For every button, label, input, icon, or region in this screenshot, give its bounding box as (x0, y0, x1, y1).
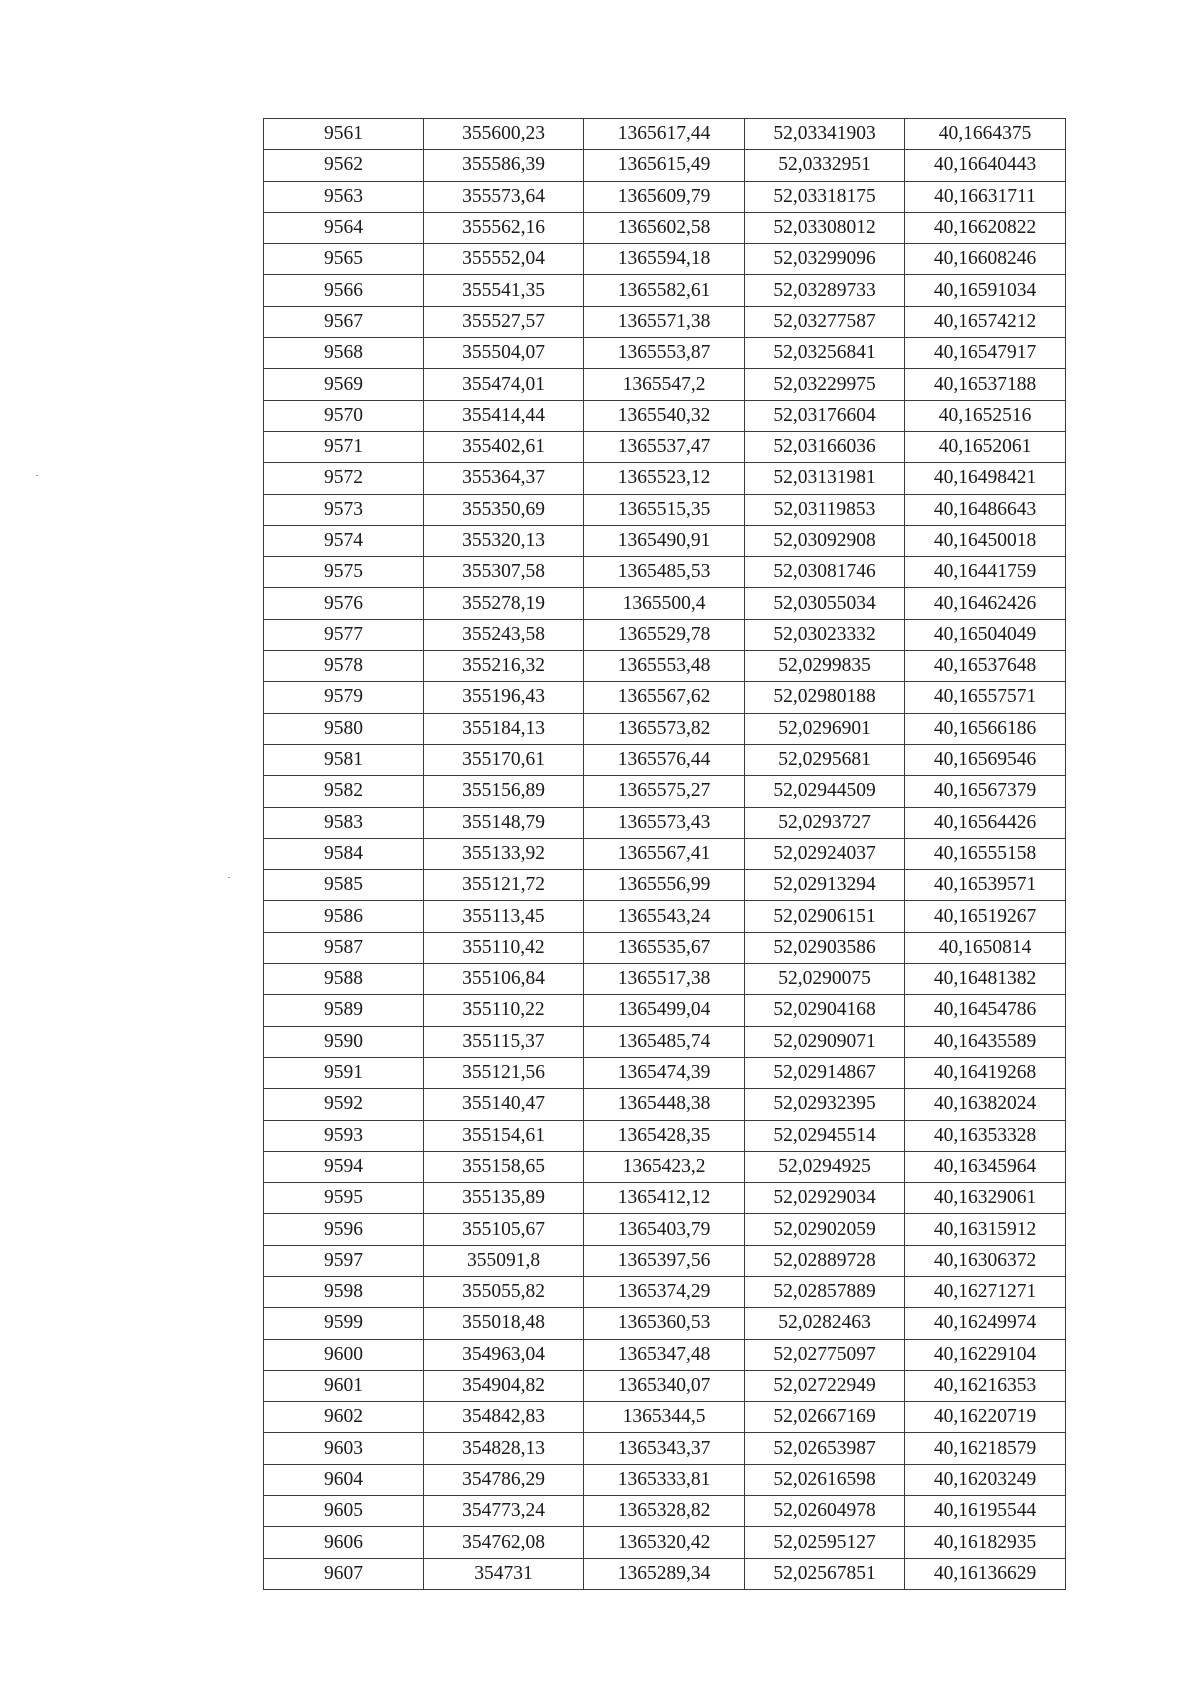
y-coordinate-cell: 1365573,82 (584, 713, 745, 744)
latitude-cell: 52,02906151 (745, 901, 905, 932)
x-coordinate-cell: 355106,84 (424, 964, 584, 995)
x-coordinate-cell: 355154,61 (424, 1120, 584, 1151)
table-row (264, 1245, 1066, 1276)
latitude-cell: 52,02902059 (745, 1214, 905, 1245)
y-coordinate-cell: 1365397,56 (584, 1245, 745, 1276)
table-row (264, 119, 1066, 150)
point-number-cell: 9602 (264, 1402, 424, 1433)
table-row (264, 1276, 1066, 1307)
latitude-cell: 52,03299096 (745, 244, 905, 275)
longitude-cell: 40,16220719 (905, 1402, 1066, 1433)
point-number-cell: 9572 (264, 463, 424, 494)
scan-speck (36, 475, 38, 476)
x-coordinate-cell: 355018,48 (424, 1308, 584, 1339)
point-number-cell: 9562 (264, 150, 424, 181)
latitude-cell: 52,02913294 (745, 870, 905, 901)
point-number-cell: 9603 (264, 1433, 424, 1464)
y-coordinate-cell: 1365343,37 (584, 1433, 745, 1464)
latitude-cell: 52,0295681 (745, 744, 905, 775)
x-coordinate-cell: 355562,16 (424, 212, 584, 243)
latitude-cell: 52,02667169 (745, 1402, 905, 1433)
y-coordinate-cell: 1365602,58 (584, 212, 745, 243)
longitude-cell: 40,16450018 (905, 525, 1066, 556)
y-coordinate-cell: 1365553,87 (584, 338, 745, 369)
x-coordinate-cell: 355527,57 (424, 306, 584, 337)
y-coordinate-cell: 1365403,79 (584, 1214, 745, 1245)
latitude-cell: 52,02857889 (745, 1276, 905, 1307)
latitude-cell: 52,02604978 (745, 1496, 905, 1527)
latitude-cell: 52,02904168 (745, 995, 905, 1026)
point-number-cell: 9561 (264, 119, 424, 150)
longitude-cell: 40,1650814 (905, 932, 1066, 963)
latitude-cell: 52,0290075 (745, 964, 905, 995)
y-coordinate-cell: 1365485,74 (584, 1026, 745, 1057)
longitude-cell: 40,16631711 (905, 181, 1066, 212)
x-coordinate-cell: 355364,37 (424, 463, 584, 494)
table-row (264, 431, 1066, 462)
latitude-cell: 52,03023332 (745, 619, 905, 650)
point-number-cell: 9606 (264, 1527, 424, 1558)
latitude-cell: 52,03119853 (745, 494, 905, 525)
y-coordinate-cell: 1365609,79 (584, 181, 745, 212)
table-row (264, 369, 1066, 400)
y-coordinate-cell: 1365576,44 (584, 744, 745, 775)
latitude-cell: 52,02932395 (745, 1089, 905, 1120)
y-coordinate-cell: 1365567,41 (584, 838, 745, 869)
x-coordinate-cell: 354904,82 (424, 1370, 584, 1401)
latitude-cell: 52,03055034 (745, 588, 905, 619)
table-row (264, 964, 1066, 995)
latitude-cell: 52,02909071 (745, 1026, 905, 1057)
y-coordinate-cell: 1365490,91 (584, 525, 745, 556)
longitude-cell: 40,16537188 (905, 369, 1066, 400)
latitude-cell: 52,02914867 (745, 1057, 905, 1088)
coordinates-table (263, 118, 1066, 1590)
longitude-cell: 40,16462426 (905, 588, 1066, 619)
point-number-cell: 9570 (264, 400, 424, 431)
table-row (264, 744, 1066, 775)
longitude-cell: 40,16345964 (905, 1151, 1066, 1182)
longitude-cell: 40,16564426 (905, 807, 1066, 838)
latitude-cell: 52,02980188 (745, 682, 905, 713)
point-number-cell: 9576 (264, 588, 424, 619)
point-number-cell: 9582 (264, 776, 424, 807)
point-number-cell: 9584 (264, 838, 424, 869)
table-row (264, 1402, 1066, 1433)
y-coordinate-cell: 1365428,35 (584, 1120, 745, 1151)
y-coordinate-cell: 1365360,53 (584, 1308, 745, 1339)
latitude-cell: 52,02653987 (745, 1433, 905, 1464)
table-row (264, 995, 1066, 1026)
longitude-cell: 40,16498421 (905, 463, 1066, 494)
table-row (264, 1120, 1066, 1151)
point-number-cell: 9567 (264, 306, 424, 337)
y-coordinate-cell: 1365320,42 (584, 1527, 745, 1558)
longitude-cell: 40,16591034 (905, 275, 1066, 306)
x-coordinate-cell: 354762,08 (424, 1527, 584, 1558)
table-row (264, 244, 1066, 275)
x-coordinate-cell: 354731 (424, 1558, 584, 1589)
point-number-cell: 9571 (264, 431, 424, 462)
y-coordinate-cell: 1365571,38 (584, 306, 745, 337)
x-coordinate-cell: 355156,89 (424, 776, 584, 807)
y-coordinate-cell: 1365535,67 (584, 932, 745, 963)
x-coordinate-cell: 355402,61 (424, 431, 584, 462)
y-coordinate-cell: 1365567,62 (584, 682, 745, 713)
x-coordinate-cell: 355586,39 (424, 150, 584, 181)
latitude-cell: 52,0296901 (745, 713, 905, 744)
longitude-cell: 40,1664375 (905, 119, 1066, 150)
y-coordinate-cell: 1365543,24 (584, 901, 745, 932)
x-coordinate-cell: 354828,13 (424, 1433, 584, 1464)
latitude-cell: 52,03289733 (745, 275, 905, 306)
y-coordinate-cell: 1365474,39 (584, 1057, 745, 1088)
longitude-cell: 40,16519267 (905, 901, 1066, 932)
latitude-cell: 52,03256841 (745, 338, 905, 369)
longitude-cell: 40,16382024 (905, 1089, 1066, 1120)
table-row (264, 1214, 1066, 1245)
table-row (264, 1370, 1066, 1401)
latitude-cell: 52,03131981 (745, 463, 905, 494)
point-number-cell: 9587 (264, 932, 424, 963)
latitude-cell: 52,03176604 (745, 400, 905, 431)
y-coordinate-cell: 1365517,38 (584, 964, 745, 995)
table-row (264, 338, 1066, 369)
point-number-cell: 9592 (264, 1089, 424, 1120)
table-row (264, 525, 1066, 556)
y-coordinate-cell: 1365615,49 (584, 150, 745, 181)
x-coordinate-cell: 354773,24 (424, 1496, 584, 1527)
table-row (264, 901, 1066, 932)
table-row (264, 463, 1066, 494)
x-coordinate-cell: 355113,45 (424, 901, 584, 932)
point-number-cell: 9585 (264, 870, 424, 901)
x-coordinate-cell: 355474,01 (424, 369, 584, 400)
x-coordinate-cell: 355414,44 (424, 400, 584, 431)
table-row (264, 1151, 1066, 1182)
y-coordinate-cell: 1365617,44 (584, 119, 745, 150)
point-number-cell: 9564 (264, 212, 424, 243)
y-coordinate-cell: 1365529,78 (584, 619, 745, 650)
longitude-cell: 40,16539571 (905, 870, 1066, 901)
longitude-cell: 40,16481382 (905, 964, 1066, 995)
latitude-cell: 52,0293727 (745, 807, 905, 838)
longitude-cell: 40,16218579 (905, 1433, 1066, 1464)
latitude-cell: 52,02903586 (745, 932, 905, 963)
y-coordinate-cell: 1365448,38 (584, 1089, 745, 1120)
point-number-cell: 9599 (264, 1308, 424, 1339)
latitude-cell: 52,02945514 (745, 1120, 905, 1151)
y-coordinate-cell: 1365594,18 (584, 244, 745, 275)
longitude-cell: 40,16547917 (905, 338, 1066, 369)
point-number-cell: 9568 (264, 338, 424, 369)
point-number-cell: 9595 (264, 1183, 424, 1214)
x-coordinate-cell: 355110,22 (424, 995, 584, 1026)
table-row (264, 1057, 1066, 1088)
longitude-cell: 40,16557571 (905, 682, 1066, 713)
point-number-cell: 9575 (264, 557, 424, 588)
table-row (264, 557, 1066, 588)
y-coordinate-cell: 1365582,61 (584, 275, 745, 306)
point-number-cell: 9579 (264, 682, 424, 713)
x-coordinate-cell: 354786,29 (424, 1464, 584, 1495)
y-coordinate-cell: 1365499,04 (584, 995, 745, 1026)
point-number-cell: 9597 (264, 1245, 424, 1276)
point-number-cell: 9574 (264, 525, 424, 556)
longitude-cell: 40,16454786 (905, 995, 1066, 1026)
table-row (264, 275, 1066, 306)
longitude-cell: 40,16216353 (905, 1370, 1066, 1401)
table-row (264, 807, 1066, 838)
table-row (264, 1527, 1066, 1558)
point-number-cell: 9577 (264, 619, 424, 650)
x-coordinate-cell: 355278,19 (424, 588, 584, 619)
y-coordinate-cell: 1365340,07 (584, 1370, 745, 1401)
point-number-cell: 9593 (264, 1120, 424, 1151)
latitude-cell: 52,03081746 (745, 557, 905, 588)
longitude-cell: 40,16574212 (905, 306, 1066, 337)
y-coordinate-cell: 1365333,81 (584, 1464, 745, 1495)
y-coordinate-cell: 1365423,2 (584, 1151, 745, 1182)
table-row (264, 932, 1066, 963)
longitude-cell: 40,16567379 (905, 776, 1066, 807)
y-coordinate-cell: 1365523,12 (584, 463, 745, 494)
latitude-cell: 52,0294925 (745, 1151, 905, 1182)
y-coordinate-cell: 1365537,47 (584, 431, 745, 462)
table-row (264, 494, 1066, 525)
longitude-cell: 40,16203249 (905, 1464, 1066, 1495)
latitude-cell: 52,03341903 (745, 119, 905, 150)
x-coordinate-cell: 355243,58 (424, 619, 584, 650)
x-coordinate-cell: 354963,04 (424, 1339, 584, 1370)
longitude-cell: 40,16608246 (905, 244, 1066, 275)
point-number-cell: 9600 (264, 1339, 424, 1370)
x-coordinate-cell: 355196,43 (424, 682, 584, 713)
latitude-cell: 52,0299835 (745, 651, 905, 682)
y-coordinate-cell: 1365412,12 (584, 1183, 745, 1214)
table-row (264, 619, 1066, 650)
x-coordinate-cell: 355105,67 (424, 1214, 584, 1245)
latitude-cell: 52,02775097 (745, 1339, 905, 1370)
table-row (264, 150, 1066, 181)
point-number-cell: 9607 (264, 1558, 424, 1589)
point-number-cell: 9591 (264, 1057, 424, 1088)
x-coordinate-cell: 355121,56 (424, 1057, 584, 1088)
longitude-cell: 40,16569546 (905, 744, 1066, 775)
y-coordinate-cell: 1365374,29 (584, 1276, 745, 1307)
point-number-cell: 9586 (264, 901, 424, 932)
x-coordinate-cell: 355170,61 (424, 744, 584, 775)
longitude-cell: 40,16249974 (905, 1308, 1066, 1339)
x-coordinate-cell: 355148,79 (424, 807, 584, 838)
table-row (264, 1308, 1066, 1339)
table-row (264, 1026, 1066, 1057)
point-number-cell: 9590 (264, 1026, 424, 1057)
x-coordinate-cell: 355091,8 (424, 1245, 584, 1276)
longitude-cell: 40,1652516 (905, 400, 1066, 431)
latitude-cell: 52,02722949 (745, 1370, 905, 1401)
x-coordinate-cell: 355552,04 (424, 244, 584, 275)
latitude-cell: 52,0332951 (745, 150, 905, 181)
latitude-cell: 52,02889728 (745, 1245, 905, 1276)
latitude-cell: 52,02929034 (745, 1183, 905, 1214)
x-coordinate-cell: 355115,37 (424, 1026, 584, 1057)
table-row (264, 651, 1066, 682)
y-coordinate-cell: 1365540,32 (584, 400, 745, 431)
table-row (264, 776, 1066, 807)
latitude-cell: 52,02567851 (745, 1558, 905, 1589)
table-row (264, 1558, 1066, 1589)
longitude-cell: 40,1652061 (905, 431, 1066, 462)
x-coordinate-cell: 355055,82 (424, 1276, 584, 1307)
x-coordinate-cell: 355121,72 (424, 870, 584, 901)
table-row (264, 306, 1066, 337)
y-coordinate-cell: 1365344,5 (584, 1402, 745, 1433)
x-coordinate-cell: 354842,83 (424, 1402, 584, 1433)
x-coordinate-cell: 355504,07 (424, 338, 584, 369)
latitude-cell: 52,03166036 (745, 431, 905, 462)
longitude-cell: 40,16620822 (905, 212, 1066, 243)
latitude-cell: 52,02924037 (745, 838, 905, 869)
longitude-cell: 40,16419268 (905, 1057, 1066, 1088)
table-row (264, 588, 1066, 619)
table-row (264, 1339, 1066, 1370)
point-number-cell: 9596 (264, 1214, 424, 1245)
longitude-cell: 40,16182935 (905, 1527, 1066, 1558)
y-coordinate-cell: 1365553,48 (584, 651, 745, 682)
x-coordinate-cell: 355140,47 (424, 1089, 584, 1120)
table-row (264, 181, 1066, 212)
longitude-cell: 40,16195544 (905, 1496, 1066, 1527)
table-row (264, 1496, 1066, 1527)
y-coordinate-cell: 1365328,82 (584, 1496, 745, 1527)
x-coordinate-cell: 355110,42 (424, 932, 584, 963)
longitude-cell: 40,16486643 (905, 494, 1066, 525)
longitude-cell: 40,16315912 (905, 1214, 1066, 1245)
table-row (264, 838, 1066, 869)
latitude-cell: 52,03229975 (745, 369, 905, 400)
longitude-cell: 40,16136629 (905, 1558, 1066, 1589)
x-coordinate-cell: 355307,58 (424, 557, 584, 588)
latitude-cell: 52,03277587 (745, 306, 905, 337)
latitude-cell: 52,02616598 (745, 1464, 905, 1495)
point-number-cell: 9588 (264, 964, 424, 995)
point-number-cell: 9594 (264, 1151, 424, 1182)
table-row (264, 1089, 1066, 1120)
x-coordinate-cell: 355158,65 (424, 1151, 584, 1182)
point-number-cell: 9605 (264, 1496, 424, 1527)
longitude-cell: 40,16504049 (905, 619, 1066, 650)
table-row (264, 713, 1066, 744)
latitude-cell: 52,03318175 (745, 181, 905, 212)
longitude-cell: 40,16306372 (905, 1245, 1066, 1276)
point-number-cell: 9569 (264, 369, 424, 400)
x-coordinate-cell: 355573,64 (424, 181, 584, 212)
latitude-cell: 52,02595127 (745, 1527, 905, 1558)
table-row (264, 1433, 1066, 1464)
y-coordinate-cell: 1365515,35 (584, 494, 745, 525)
table-row (264, 870, 1066, 901)
longitude-cell: 40,16441759 (905, 557, 1066, 588)
table-row (264, 212, 1066, 243)
longitude-cell: 40,16435589 (905, 1026, 1066, 1057)
y-coordinate-cell: 1365500,4 (584, 588, 745, 619)
y-coordinate-cell: 1365485,53 (584, 557, 745, 588)
y-coordinate-cell: 1365289,34 (584, 1558, 745, 1589)
longitude-cell: 40,16566186 (905, 713, 1066, 744)
y-coordinate-cell: 1365347,48 (584, 1339, 745, 1370)
longitude-cell: 40,16229104 (905, 1339, 1066, 1370)
latitude-cell: 52,03308012 (745, 212, 905, 243)
point-number-cell: 9565 (264, 244, 424, 275)
point-number-cell: 9563 (264, 181, 424, 212)
point-number-cell: 9604 (264, 1464, 424, 1495)
longitude-cell: 40,16555158 (905, 838, 1066, 869)
point-number-cell: 9598 (264, 1276, 424, 1307)
point-number-cell: 9601 (264, 1370, 424, 1401)
table-row (264, 1464, 1066, 1495)
longitude-cell: 40,16353328 (905, 1120, 1066, 1151)
longitude-cell: 40,16271271 (905, 1276, 1066, 1307)
y-coordinate-cell: 1365575,27 (584, 776, 745, 807)
longitude-cell: 40,16537648 (905, 651, 1066, 682)
point-number-cell: 9578 (264, 651, 424, 682)
table-row (264, 682, 1066, 713)
x-coordinate-cell: 355320,13 (424, 525, 584, 556)
scan-speck (228, 877, 230, 878)
x-coordinate-cell: 355541,35 (424, 275, 584, 306)
point-number-cell: 9573 (264, 494, 424, 525)
x-coordinate-cell: 355184,13 (424, 713, 584, 744)
x-coordinate-cell: 355600,23 (424, 119, 584, 150)
point-number-cell: 9566 (264, 275, 424, 306)
table-row (264, 1183, 1066, 1214)
point-number-cell: 9580 (264, 713, 424, 744)
x-coordinate-cell: 355350,69 (424, 494, 584, 525)
y-coordinate-cell: 1365547,2 (584, 369, 745, 400)
longitude-cell: 40,16329061 (905, 1183, 1066, 1214)
table-row (264, 400, 1066, 431)
point-number-cell: 9583 (264, 807, 424, 838)
point-number-cell: 9581 (264, 744, 424, 775)
point-number-cell: 9589 (264, 995, 424, 1026)
x-coordinate-cell: 355135,89 (424, 1183, 584, 1214)
x-coordinate-cell: 355133,92 (424, 838, 584, 869)
latitude-cell: 52,0282463 (745, 1308, 905, 1339)
y-coordinate-cell: 1365573,43 (584, 807, 745, 838)
latitude-cell: 52,02944509 (745, 776, 905, 807)
longitude-cell: 40,16640443 (905, 150, 1066, 181)
x-coordinate-cell: 355216,32 (424, 651, 584, 682)
coordinates-table-body (264, 119, 1066, 1590)
latitude-cell: 52,03092908 (745, 525, 905, 556)
y-coordinate-cell: 1365556,99 (584, 870, 745, 901)
